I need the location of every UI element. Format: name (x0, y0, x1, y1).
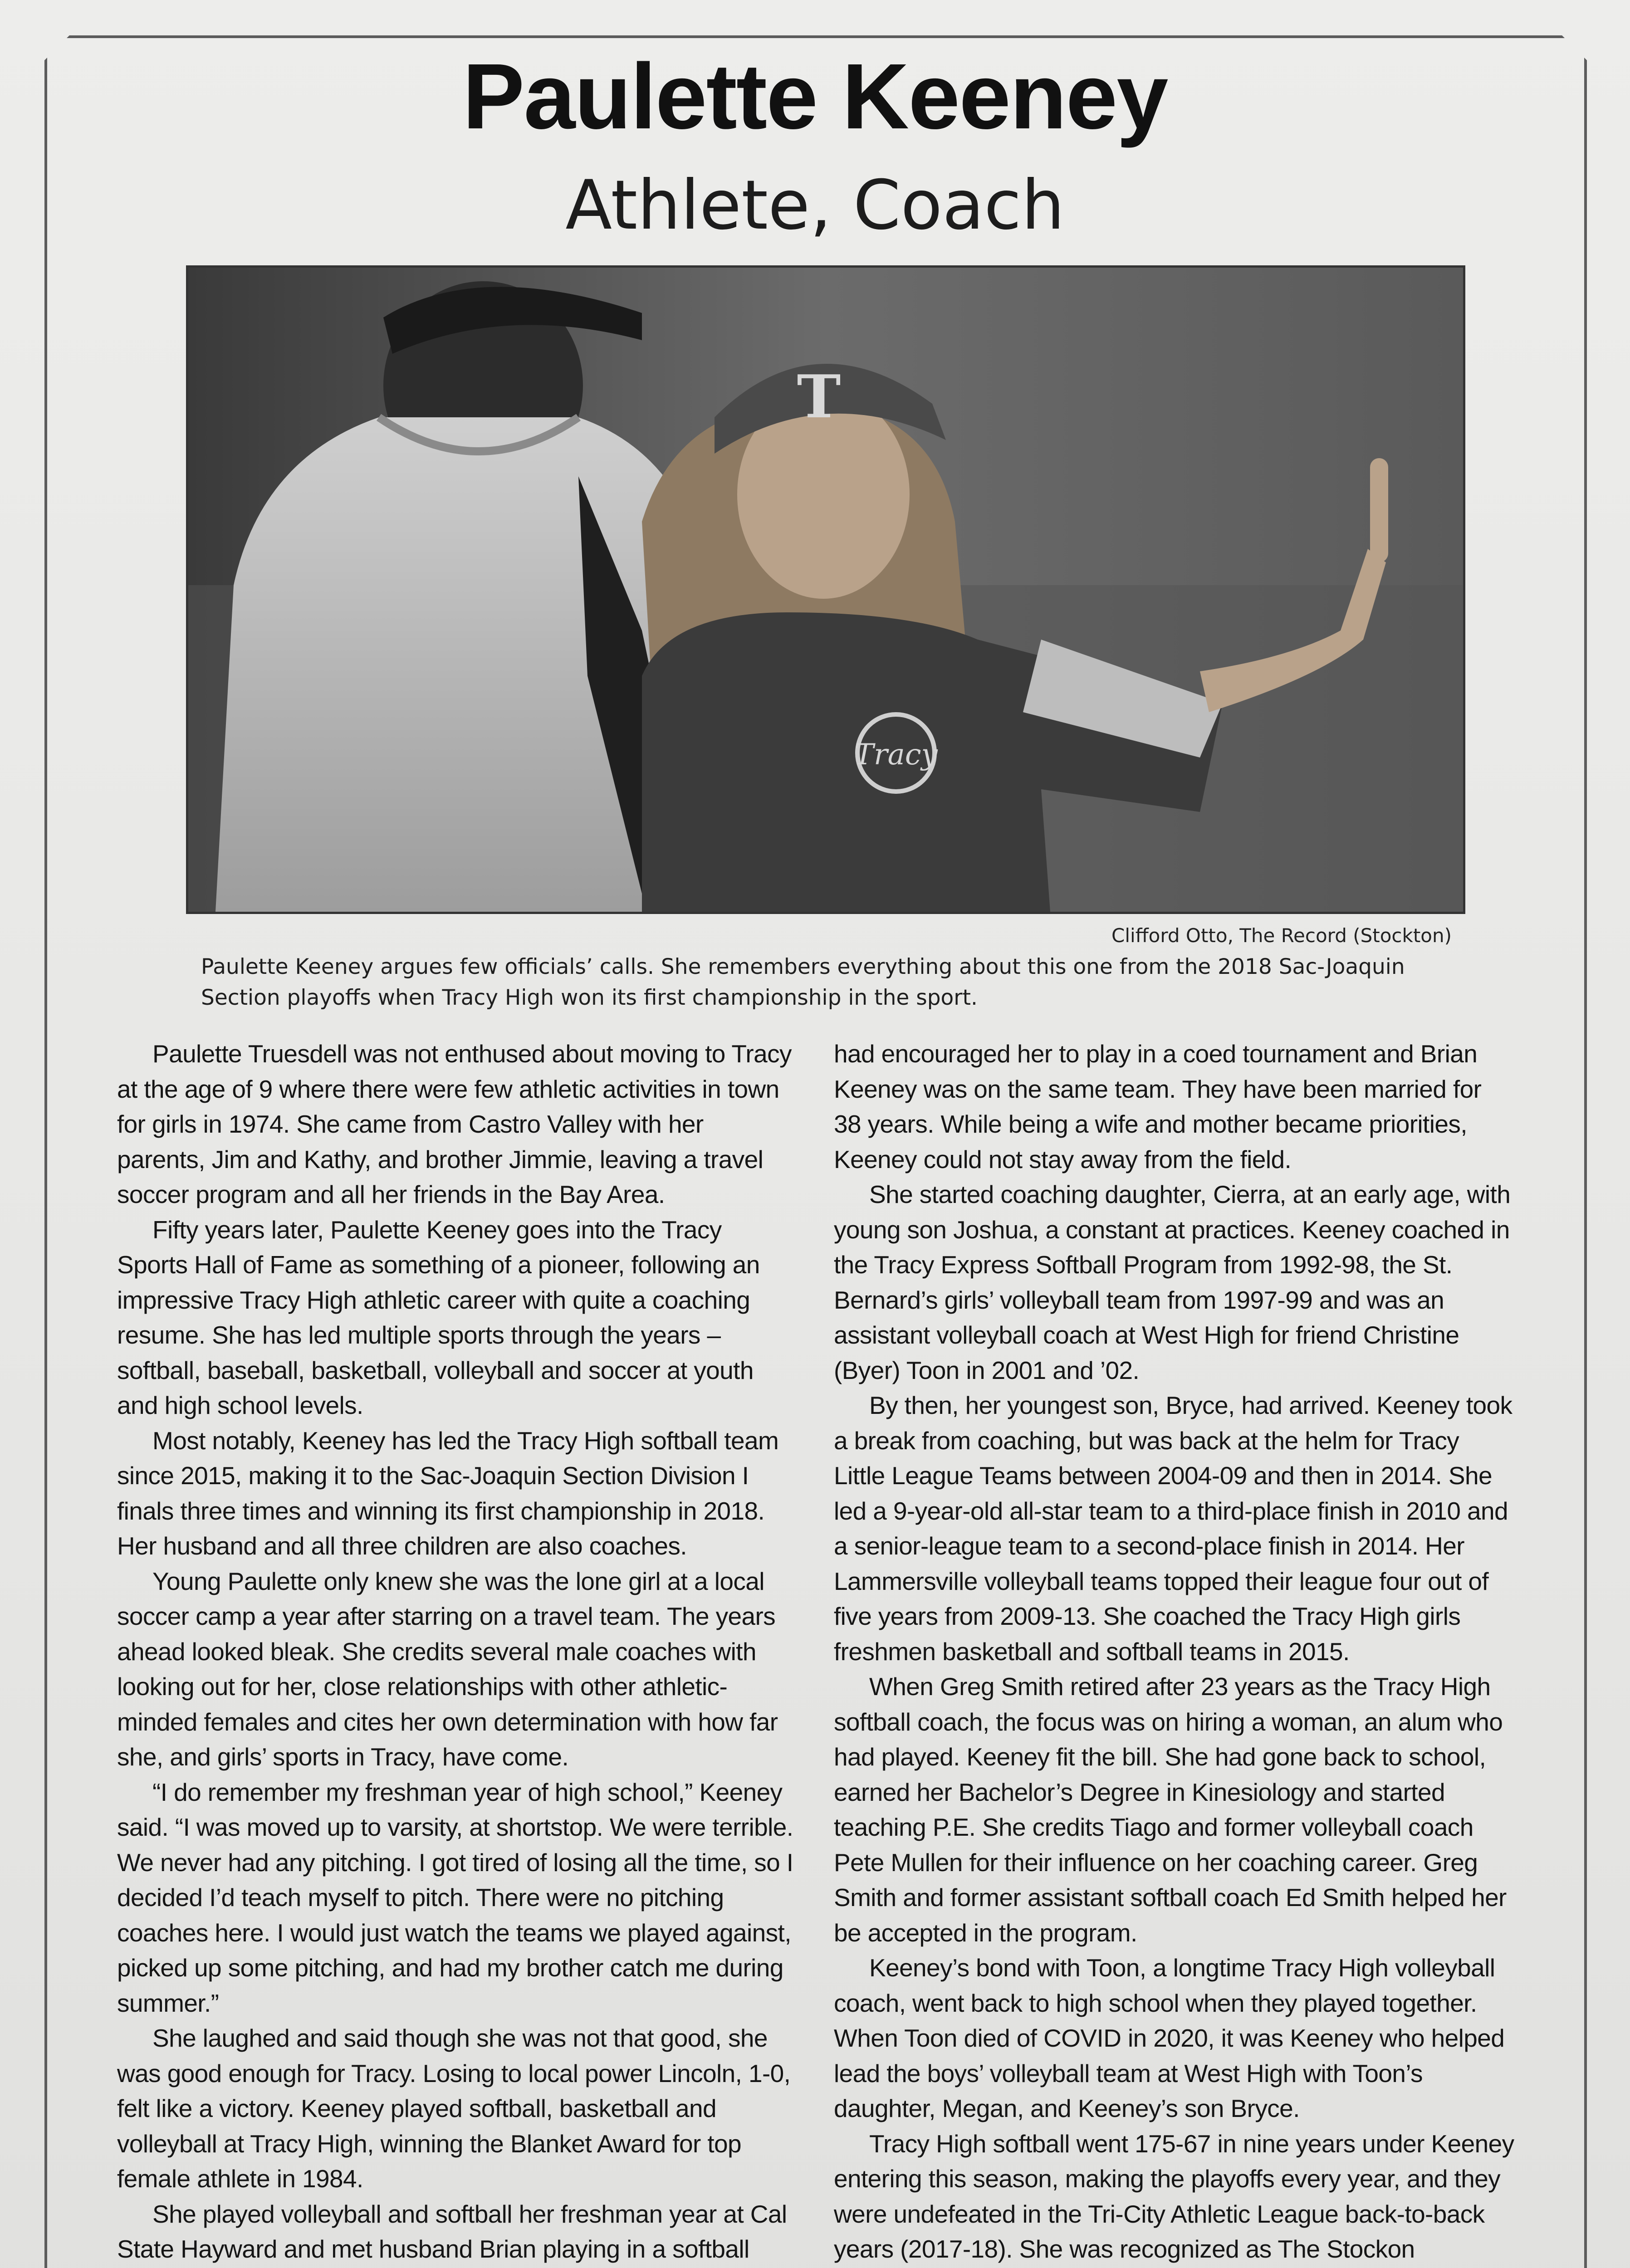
svg-text:T: T (797, 362, 841, 431)
photo-credit: Clifford Otto, The Record (Stockton) (1111, 924, 1452, 947)
article-paragraph: She started coaching daughter, Cierra, at an early age, with young son Joshua, a constant at practices. Keeney coached in the Tracy Express Softball Program from 1992-98, the St. Bernard’s girls’ volleyball team from 1997-99 and was an assistant volleyball coach at West High for friend Christine (Byer) Toon in 2001 and ’02. (834, 1180, 1511, 1384)
svg-text:Tracy: Tracy (854, 738, 938, 772)
article-paragraph: Paulette Truesdell was not enthused about moving to Tracy at the age of 9 where there were few athletic activities in town for girls in 1974. She came from Castro Valley with her parents, Jim and Kathy, and brother Jimmie, leaving a travel soccer program and all her friends in the Bay Area. (117, 1040, 792, 1208)
article-paragraph-continued: had encouraged her to play in a coed tournament and Brian Keeney was on the same team. They have been married for 38 years. While being a wife and mother became priorities, Keeney could not stay away from the field. (834, 1040, 1482, 1173)
inductee-role: Athlete, Coach (565, 166, 1065, 245)
article-column-left (117, 1036, 798, 2268)
article-paragraph: Tracy High softball went 175-67 in nine years under Keeney entering this season, making the playoffs every year, and they were undefeated in the Tri-City Athletic League back-to-back years (2017-18). She was recognized as The Stockon (834, 2129, 1514, 2263)
article-paragraph: Fifty years later, Paulette Keeney goes into the Tracy Sports Hall of Fame as something of a pioneer, following an impressive Tracy High athletic career with quite a coaching resume. She has led multiple sports through the years – softball, baseball, basketball, volleyball and soccer at youth and high school levels. (117, 1215, 760, 1419)
article-paragraph: When Greg Smith retired after 23 years as the Tracy High softball coach, the focus was on hiring a woman, an alum who had played. Keeney fit the bill. She had gone back to school, earned her Bachelor’s Degree in Kinesiology and started teaching P.E. She credits Tiago and former volleyball coach Pete Mullen for their influence on her coaching career. Greg Smith and former assistant softball coach Ed Smith helped her be accepted in the program. (834, 1672, 1507, 1947)
article-paragraph: She laughed and said though she was not that good, she was good enough for Tracy. Losing to local power Lincoln, 1-0, felt like a victory. Keeney played softball, basketball and volleyball at Tracy High, winning the Blanket Award for top female athlete in 1984. (117, 2024, 791, 2193)
photo-illustration (188, 268, 1463, 912)
photo-caption: Paulette Keeney argues few officials’ calls. She remembers everything about this one from the 2018 Sac-Joaquin Section playoffs when Tracy High won its first championship in the sport. (201, 954, 1405, 1010)
article-paragraph: “I do remember my freshman year of high school,” Keeney said. “I was moved up to varsity, at shortstop. We were terrible. We never had any pitching. I got tired of losing all the time, so I decided I’d teach myself to pitch. There were no pitching coaches here. I would just watch the teams we played against, picked up some pitching, and had my brother catch me during summer.” (117, 1778, 793, 2017)
article-paragraph: Most notably, Keeney has led the Tracy High softball team since 2015, making it to the Sac-Joaquin Section Division I finals three times and winning its first championship in 2018. Her husband and all three children are also coaches. (117, 1426, 779, 1560)
article-paragraph: She played volleyball and softball her freshman year at Cal State Hayward and met husband Brian playing in a softball (117, 2200, 787, 2263)
article-column-right (834, 1036, 1514, 2268)
action-photo (186, 265, 1465, 914)
article-paragraph: Keeney’s bond with Toon, a longtime Tracy High volleyball coach, went back to high school when they played together. When Toon died of COVID in 2020, it was Keeney who helped lead the boys’ volleyball team at West High with Toon’s daughter, Megan, and Keeney’s son Bryce. (834, 1954, 1505, 2122)
article-paragraph: By then, her youngest son, Bryce, had arrived. Keeney took a break from coaching, but was back at the helm for Tracy Little League Teams between 2004-09 and then in 2014. She led a 9-year-old all-star team to a third-place finish in 2010 and a senior-league team to a second-place finish in 2014. Her Lammersville volleyball teams topped their league four out of five years from 2009-13. She coached the Tracy High girls freshmen basketball and softball teams in 2015. (834, 1391, 1513, 1666)
article-paragraph: Young Paulette only knew she was the lone girl at a local soccer camp a year after starring on a travel team. The years ahead looked bleak. She credits several male coaches with looking out for her, close relationships with other athletic-minded females and cites her own determination with how far she, and girls’ sports in Tracy, have come. (117, 1567, 778, 1771)
inductee-name: Paulette Keeney (462, 44, 1168, 148)
